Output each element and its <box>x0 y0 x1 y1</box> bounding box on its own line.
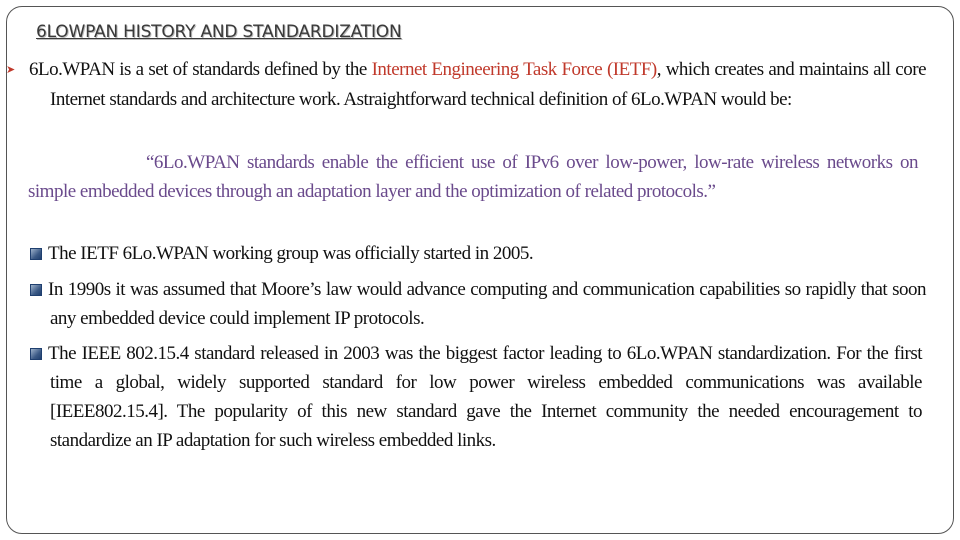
square-bullet-icon <box>30 348 42 360</box>
bullet-text-2: In 1990s it was assumed that Moore’s law would advance computing and communication capabilities so rapidly that soon any embedded device could implement IP protocols. <box>48 279 926 329</box>
square-bullet-icon <box>30 284 42 296</box>
bullet-text-1: The IETF 6Lo.WPAN working group was officially started in 2005. <box>48 243 534 264</box>
intro-lead: 6Lo.WPAN is a set of standards defined by the <box>29 59 372 80</box>
bullet-item <box>50 275 926 333</box>
bullet-item <box>50 239 926 268</box>
intro-rest: , which creates and maintains all core Internet standards and architecture work. Astraightforward technical definition of 6Lo.WPAN would be: <box>50 59 927 110</box>
square-bullet-icon <box>30 248 42 260</box>
ietf-org-name: Internet Engineering Task Force (IETF) <box>371 59 657 80</box>
slide-title: 6LOWPAN HISTORY AND STANDARDIZATION <box>36 22 402 42</box>
intro-paragraph <box>29 55 927 114</box>
bullet-text-3: The IEEE 802.15.4 standard released in 2003 was the biggest factor leading to 6Lo.WPAN standardization. For the first time a global, widely supported standard for low power wireless embedded communications was available [IEEE802.15.4]. The popularity of this new standard gave the Internet community the needed encouragement to standardize an IP adaptation for such wireless embedded links. <box>48 343 922 451</box>
bullet-item <box>50 339 922 455</box>
definition-quote: “6Lo.WPAN standards enable the efficient use of IPv6 over low-power, low-rate wireless networks on simple embedded devices through an adaptation layer and the optimization of related protocols.” <box>28 152 918 202</box>
